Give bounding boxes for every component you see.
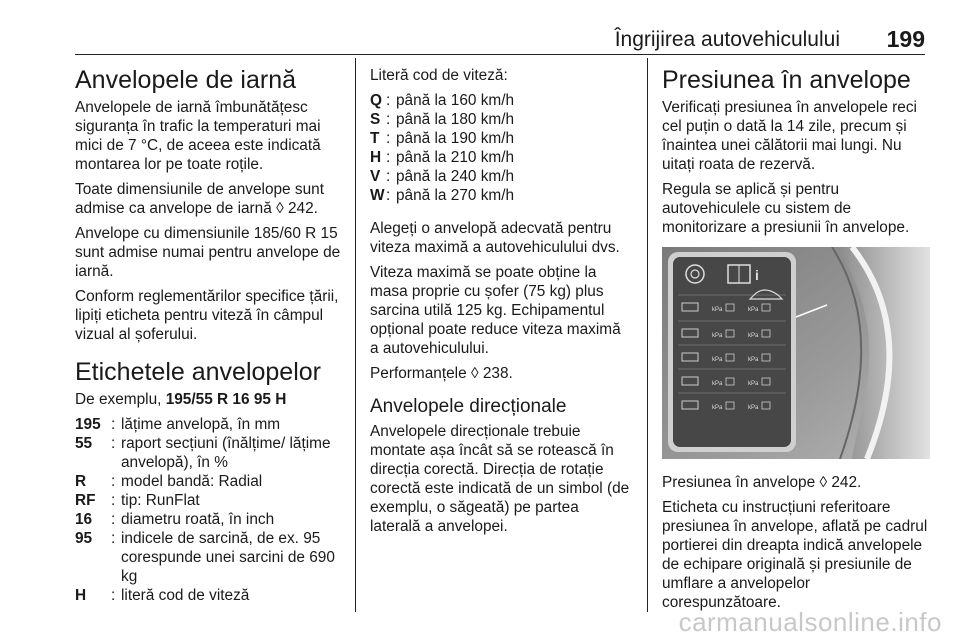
paragraph: Performanțele ◊ 238. (370, 365, 513, 382)
page-header (0, 22, 960, 56)
definition-value: până la 190 km/h (396, 130, 515, 147)
definition-value: model bandă: Radial (121, 473, 263, 490)
definition-key: V (370, 168, 381, 185)
column-divider-2 (647, 58, 648, 612)
definition-row (75, 491, 347, 510)
kpa-label: kPa (748, 333, 759, 339)
definition-separator: : (386, 111, 391, 128)
definition-value: până la 160 km/h (396, 92, 515, 109)
definition-row (370, 110, 632, 129)
paragraph: Anvelope cu dimensiunile 185/60 R 15 sunt admise numai pentru anvelope de iarnă. (75, 225, 341, 280)
definition-row (75, 415, 347, 434)
kpa-label: kPa (748, 307, 759, 313)
definition-key: W (370, 187, 385, 204)
kpa-label: kPa (712, 381, 723, 387)
paragraph: Alegeți o anvelopă adecvată pentru viteza maximă a autovehiculului dvs. (370, 220, 620, 256)
definition-separator: : (111, 473, 116, 490)
example-code: 195/55 R 16 95 H (165, 391, 287, 408)
definition-value: tip: RunFlat (121, 492, 200, 509)
definition-key: T (370, 130, 380, 147)
definition-row (75, 586, 347, 605)
definition-separator: : (386, 187, 391, 204)
paragraph: Eticheta cu instrucțiuni referitoare presiunea în anvelope, aflată pe cadrul portierei din dreapta indică anvelopele de echipare originală și presiunile de umflare a anvelopelor corespunzătoare. (662, 499, 928, 611)
definition-separator: : (111, 587, 116, 604)
definition-row (75, 472, 347, 491)
tire-pressure-label-photo (662, 247, 930, 459)
definition-key: 16 (75, 511, 93, 528)
column-3 (662, 58, 930, 618)
definition-key: 55 (75, 435, 93, 452)
kpa-label: kPa (748, 381, 759, 387)
header-title: Îngrijirea autovehiculului (614, 28, 840, 51)
definition-key: Q (370, 92, 382, 109)
definition-separator: : (111, 530, 116, 547)
definition-value: indicele de sarcină, de ex. 95 corespunde unei sarcini de 690 kg (121, 530, 335, 585)
definition-value: până la 240 km/h (396, 168, 515, 185)
column-2 (370, 58, 632, 542)
definition-row (75, 529, 347, 586)
definition-key: 95 (75, 530, 93, 547)
definition-key: 195 (75, 416, 101, 433)
paragraph: Anvelopele de iarnă îmbunătățesc siguranța în trafic la temperaturi mai mici de 7 °C, de aceea este indicată montarea lor pe toate roțile. (75, 99, 321, 173)
speed-code-heading: Literă cod de viteză: (370, 67, 508, 84)
definition-value: lățime anvelopă, în mm (121, 416, 281, 433)
kpa-label: kPa (712, 405, 723, 411)
heading-tire-labels: Etichetele anvelopelor (75, 358, 321, 386)
definition-row (75, 510, 347, 529)
svg-text:i: i (755, 267, 759, 283)
definition-separator: : (386, 130, 391, 147)
definition-separator: : (111, 416, 116, 433)
definition-value: până la 180 km/h (396, 111, 515, 128)
kpa-label: kPa (748, 357, 759, 363)
kpa-label: kPa (712, 357, 723, 363)
paragraph: Presiunea în anvelope ◊ 242. (662, 474, 862, 491)
definition-row (75, 434, 347, 472)
speed-code-list (370, 91, 632, 205)
definition-separator: : (386, 92, 391, 109)
heading-winter-tires: Anvelopele de iarnă (75, 66, 296, 94)
definition-value: până la 270 km/h (396, 187, 515, 204)
definition-separator: : (386, 168, 391, 185)
definition-key: R (75, 473, 87, 490)
definition-row (370, 129, 632, 148)
definition-separator: : (111, 511, 116, 528)
definition-value: până la 210 km/h (396, 149, 515, 166)
definition-value: raport secțiuni (înălțime/ lățime anvelopă), în % (121, 435, 331, 471)
watermark: carmanualsonline.info (678, 607, 942, 637)
definition-separator: : (111, 492, 116, 509)
kpa-label: kPa (712, 333, 723, 339)
header-rule (75, 54, 925, 55)
heading-tire-pressure: Presiunea în anvelope (662, 66, 911, 94)
definition-key: RF (75, 492, 96, 509)
definition-value: diametru roată, în inch (121, 511, 275, 528)
definition-row (370, 148, 632, 167)
paragraph: Viteza maximă se poate obține la masa proprie cu șofer (75 kg) plus sarcina utilă 125 kg. Echipamentul opțional poate reduce viteza maximă a autovehiculului. (370, 264, 621, 357)
paragraph: Conform reglementărilor specifice țării, lipiți eticheta pentru viteză în câmpul vizual al șoferului. (75, 288, 339, 343)
definition-separator: : (386, 149, 391, 166)
page-number: 199 (886, 26, 925, 52)
paragraph: Verificați presiunea în anvelopele reci cel puțin o dată la 14 zile, precum și înaintea unei călătorii mai lungi. Nu uitați roata de rezervă. (662, 99, 917, 173)
definition-separator: : (111, 435, 116, 452)
example-prefix: De exemplu, (75, 391, 166, 408)
column-divider-1 (355, 58, 356, 612)
definition-key: H (370, 149, 382, 166)
definition-value: literă cod de viteză (121, 587, 250, 604)
definition-row (370, 167, 632, 186)
kpa-label: kPa (712, 307, 723, 313)
paragraph: Toate dimensiunile de anvelope sunt admise ca anvelope de iarnă ◊ 242. (75, 181, 324, 217)
paragraph: Anvelopele direcționale trebuie montate așa încât să se rotească în direcția corectă. Direcția de rotație corectă este indicată de un simbol (de exemplu, o săgeată) pe partea laterală a anvelopei. (370, 423, 630, 535)
definition-row (370, 186, 632, 205)
heading-directional-tires: Anvelopele direcționale (370, 396, 567, 417)
definition-key: H (75, 587, 87, 604)
example-line (75, 390, 347, 409)
definition-row (370, 91, 632, 110)
tire-code-definitions (75, 415, 347, 605)
kpa-label: kPa (748, 405, 759, 411)
paragraph: Regula se aplică și pentru autovehiculele cu sistem de monitorizare a presiunii în anvelope. (662, 181, 910, 236)
definition-key: S (370, 111, 381, 128)
column-1 (75, 58, 347, 611)
